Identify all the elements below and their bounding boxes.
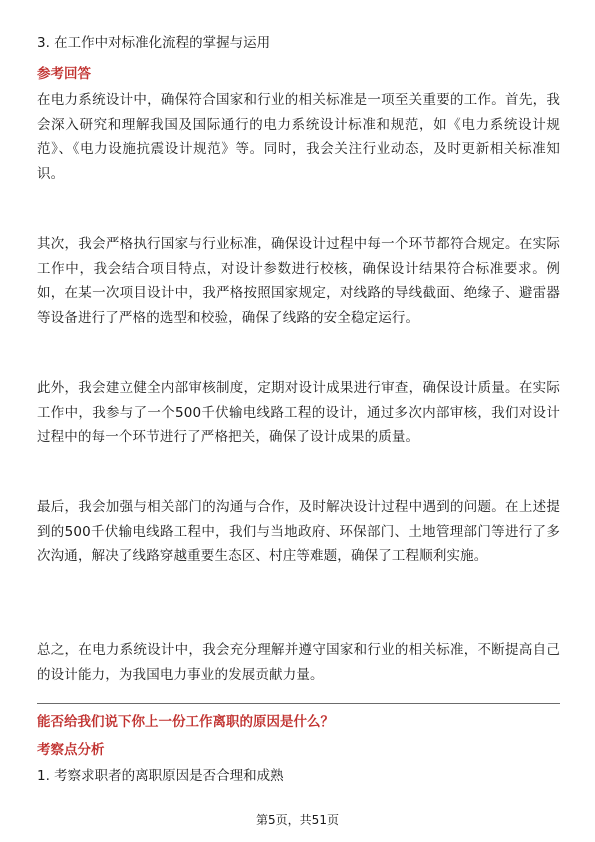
section-divider bbox=[37, 703, 560, 704]
page-number: 第5页，共51页 bbox=[256, 813, 339, 827]
section-heading: 3. 在工作中对标准化流程的掌握与运用 bbox=[37, 35, 271, 51]
answer-paragraph-1: 在电力系统设计中，确保符合国家和行业的相关标准是一项至关重要的工作。首先，我会深入研究和理解我国及国际通行的电力系统设计标准和规范，如《电力系统设计规范》、《电力设施抗震设计规范》等。同时，我会关注行业动态，及时更新相关标准知识。 bbox=[37, 92, 560, 182]
answer-label: 参考回答 bbox=[37, 66, 91, 82]
answer-paragraph-3: 此外，我会建立健全内部审核制度，定期对设计成果进行审查，确保设计质量。在实际工作中，我参与了一个500千伏输电线路工程的设计，通过多次内部审核，我们对设计过程中的每一个环节进行了严格把关，确保了设计成果的质量。 bbox=[37, 380, 560, 445]
analysis-point-1: 1. 考察求职者的离职原因是否合理和成熟 bbox=[37, 768, 284, 784]
answer-paragraph-4: 最后，我会加强与相关部门的沟通与合作，及时解决设计过程中遇到的问题。在上述提到的500千伏输电线路工程中，我们与当地政府、环保部门、土地管理部门等进行了多次沟通，解决了线路穿越重要生态区、村庄等难题，确保了工程顺利实施。 bbox=[37, 499, 560, 564]
next-question-title: 能否给我们说下你上一份工作离职的原因是什么？ bbox=[37, 714, 334, 730]
answer-paragraph-5: 总之，在电力系统设计中，我会充分理解并遵守国家和行业的相关标准，不断提高自己的设计能力，为我国电力事业的发展贡献力量。 bbox=[37, 642, 560, 683]
answer-paragraph-2: 其次，我会严格执行国家与行业标准，确保设计过程中每一个环节都符合规定。在实际工作中，我会结合项目特点，对设计参数进行校核，确保设计结果符合标准要求。例如，在某一次项目设计中，我严格按照国家规定，对线路的导线截面、绝缘子、避雷器等设备进行了严格的选型和校验，确保了线路的安全稳定运行。 bbox=[37, 236, 560, 326]
analysis-label: 考察点分析 bbox=[37, 742, 105, 758]
